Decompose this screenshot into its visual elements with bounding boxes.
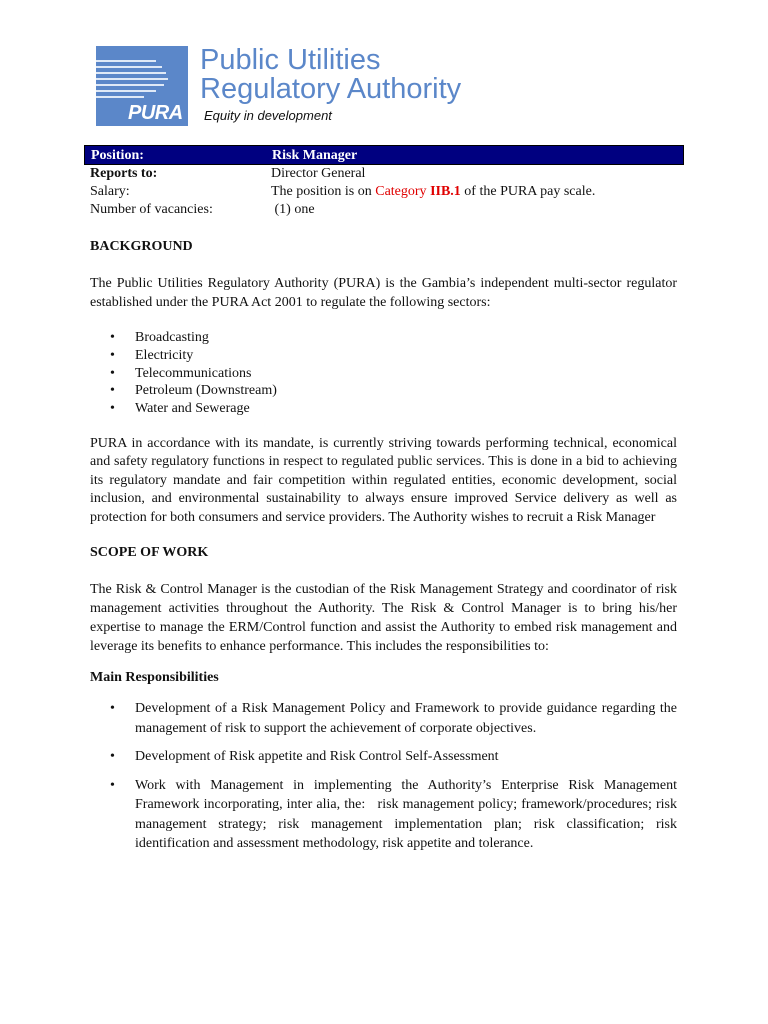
pura-logo-mark: [96, 46, 188, 126]
list-item: • Electricity: [90, 347, 677, 365]
list-item: • Development of Risk appetite and Risk Control Self-Assessment: [90, 747, 677, 767]
salary-category-code: IIB.1: [430, 184, 461, 199]
responsibilities-heading: Main Responsibilities: [90, 670, 219, 686]
scope-paragraph: The Risk & Control Manager is the custodian of the Risk Management Strategy and coordinator of risk management activities throughout the Authority. The Risk & Control Manager is to bring his/her expertise to manage the ERM/Control function and assist the Authority to embed risk management and leverage its benefits to enhance performance. This includes the responsibilities to:: [90, 582, 677, 655]
document-body: [90, 238, 681, 854]
vacancies-value: (1) one: [271, 202, 315, 217]
reports-value: Director General: [271, 166, 366, 181]
position-summary-table: [84, 145, 684, 219]
vacancies-row: [84, 201, 684, 219]
pura-logo: [96, 46, 536, 130]
background-heading: BACKGROUND: [90, 239, 193, 254]
salary-suffix: of the PURA pay scale.: [460, 184, 596, 199]
list-item: • Development of a Risk Management Policy and Framework to provide guidance regarding the management of risk to support the achievement of corporate objectives.: [90, 699, 677, 738]
logo-tagline: Equity in development: [204, 108, 332, 123]
organization-name-line2: Regulatory Authority: [200, 73, 462, 105]
list-item: • Telecommunications: [90, 365, 677, 383]
position-value: Risk Manager: [272, 148, 358, 163]
position-label: Position:: [91, 148, 144, 163]
list-item: • Work with Management in implementing the Authority’s Enterprise Risk Management Framework incorporating, inter alia, the: risk management policy; framework/procedures; risk management strategy; risk management implementation plan; risk classification; risk identification and assessment methodology, risk appetite and tolerance.: [90, 776, 677, 854]
sectors-list: [90, 329, 677, 418]
position-row: [84, 145, 684, 165]
logo-mark-text: PURA: [128, 102, 183, 124]
list-item: • Petroleum (Downstream): [90, 382, 677, 400]
organization-name: [200, 46, 461, 104]
scope-heading: SCOPE OF WORK: [90, 545, 209, 561]
salary-label: Salary:: [90, 184, 130, 199]
background-intro: The Public Utilities Regulatory Authority (PURA) is the Gambia’s independent multi-sector regulator established under the PURA Act 2001 to regulate the following sectors:: [90, 276, 677, 310]
salary-category-word: Category: [375, 184, 427, 199]
salary-value: [271, 183, 595, 201]
salary-row: [84, 183, 684, 201]
vacancies-label: Number of vacancies:: [90, 202, 213, 217]
salary-prefix: The position is on: [271, 184, 376, 199]
list-item: • Broadcasting: [90, 329, 677, 347]
organization-name-line1: Public Utilities: [200, 44, 381, 76]
responsibilities-list: [90, 699, 681, 854]
reports-label: Reports to:: [90, 166, 158, 181]
list-item: • Water and Sewerage: [90, 400, 677, 418]
reports-row: [84, 165, 684, 183]
background-paragraph: PURA in accordance with its mandate, is currently striving towards performing technical, economical and safety regulatory functions in respect to regulated public services. This is done in a bid to achieving its regulatory mandate and fair competition within regulated entities, economic development, social inclusion, and environmental sustainability to always ensure improved Service delivery as well as protection for both consumers and service providers. The Authority wishes to recruit a Risk Manager: [90, 435, 677, 525]
